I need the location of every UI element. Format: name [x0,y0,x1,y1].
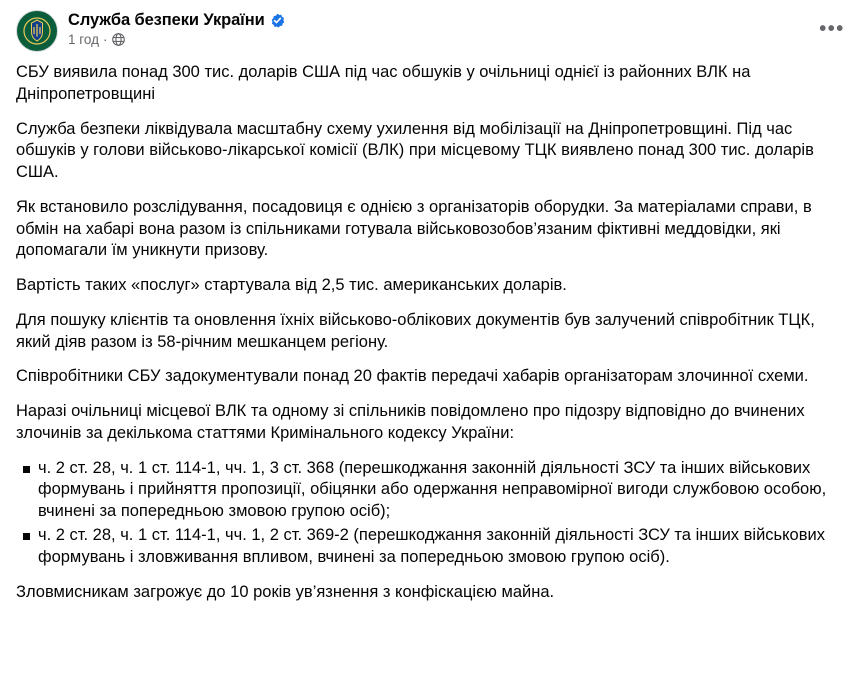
list-item: ч. 2 ст. 28, ч. 1 ст. 114-1, чч. 1, 2 ст. 369-2 (перешкоджання законній діяльності ЗСУ та інших військових формувань і зловживання впливом, вчинені за попередньою змовою групою осіб). [16,525,851,569]
post-paragraph-6: Наразі очільниці місцевої ВЛК та одному зі спільників повідомлено про підозру відповідно до вчинених злочинів за декількома статтями Кримінального кодексу України: [16,402,805,442]
post-paragraph-closing: Зловмисникам загрожує до 10 років ув’язнення з конфіскацією майна. [16,582,555,601]
post-paragraph-3: Вартість таких «послуг» стартувала від 2,5 тис. американських доларів. [16,276,567,295]
page-name[interactable]: Служба безпеки України [68,11,265,29]
post-more-options-button[interactable] [815,16,849,50]
list-item: ч. 2 ст. 28, ч. 1 ст. 114-1, чч. 1, 3 ст. 368 (перешкоджання законній діяльності ЗСУ та інших військових формувань і прийняття пропозиції, обіцянки або одержання неправомірної вигоди службовою особою, вчинені за попередньою змовою групою осіб); [16,458,851,523]
sbu-emblem-icon [20,14,54,48]
post-paragraph-5: Співробітники СБУ задокументували понад 20 фактів передачі хабарів організаторам злочинної схеми. [16,367,809,386]
post-paragraph-4: Для пошуку клієнтів та оновлення їхніх військово-облікових документів був залучений співробітник ТЦК, який діяв разом із 58-річним мешканцем регіону. [16,310,815,351]
post-timestamp[interactable]: 1 год [68,32,99,47]
meta-separator: · [102,32,108,47]
page-name-row [68,11,285,29]
post-body [16,58,851,603]
post-header-text [68,10,285,47]
verified-badge-icon [270,13,285,28]
more-options-icon: ••• [819,18,845,40]
post-header [16,10,851,58]
charges-list [16,458,851,569]
post-meta [68,32,285,47]
globe-icon [112,33,125,46]
post-paragraph-2: Як встановило розслідування, посадовиця є однією з організаторів оборудки. За матеріалами справи, в обмін на хабарі вона разом із спільниками готувала військовозобов’язаним фіктивні меддовідки, які допомагали їм уникнути призову. [16,197,812,260]
post-paragraph-1: Служба безпеки ліквідувала масштабну схему ухилення від мобілізації на Дніпропетровщині. Під час обшуків у голови військово-лікарської комісії (ВЛК) при місцевому ТЦК виявлено понад 300 тис. доларів США. [16,119,814,182]
avatar[interactable] [16,10,58,52]
post-paragraph-headline: СБУ виявила понад 300 тис. доларів США під час обшуків у очільниці однієї із районних ВЛК на Дніпропетровщині [16,63,751,103]
